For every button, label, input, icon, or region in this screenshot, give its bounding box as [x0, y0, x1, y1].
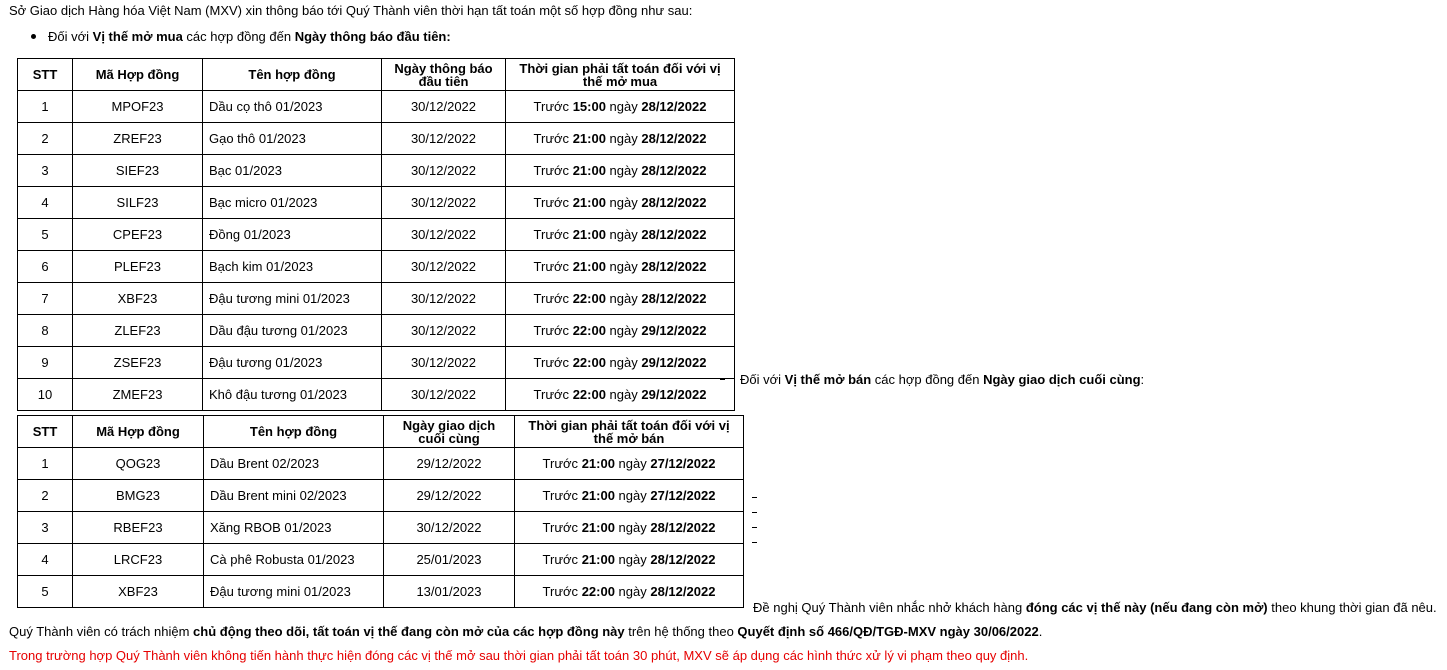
- reminder-bold: đóng các vị thế này (nếu đang còn mở): [1025, 600, 1268, 615]
- header-name: Tên hợp đồng: [204, 416, 384, 448]
- table-row: [18, 544, 744, 576]
- duty-mid: trên hệ thống theo: [624, 624, 738, 639]
- header-deadline: Thời gian phải tất toán đối với vị thế mở bán: [515, 416, 744, 448]
- sell-positions-table: [17, 415, 744, 608]
- dash-marker: [752, 512, 757, 513]
- table-row: [18, 91, 735, 123]
- cell-stt: 10: [18, 379, 73, 411]
- deadline-prefix: Trước: [542, 552, 582, 567]
- cell-deadline: [515, 576, 744, 608]
- cell-name: Đồng 01/2023: [203, 219, 382, 251]
- header-code: Mã Hợp đồng: [73, 416, 204, 448]
- table-header-row: [18, 416, 744, 448]
- reminder-text: [753, 600, 1437, 615]
- deadline-date: 28/12/2022: [641, 131, 707, 146]
- table-row: [18, 480, 744, 512]
- sell-heading-mid: các hợp đồng đến: [871, 372, 984, 387]
- deadline-mid: ngày: [605, 291, 642, 306]
- deadline-prefix: Trước: [542, 488, 582, 503]
- deadline-mid: ngày: [605, 131, 642, 146]
- cell-deadline: [506, 379, 735, 411]
- cell-stt: 7: [18, 283, 73, 315]
- cell-date: 25/01/2023: [384, 544, 515, 576]
- deadline-time: 21:00: [572, 227, 606, 242]
- cell-date: 30/12/2022: [382, 283, 506, 315]
- cell-code: ZLEF23: [73, 315, 203, 347]
- deadline-time: 15:00: [572, 99, 606, 114]
- deadline-prefix: Trước: [533, 131, 573, 146]
- cell-date: 30/12/2022: [382, 219, 506, 251]
- dash-marker: [752, 527, 757, 528]
- table-row: [18, 123, 735, 155]
- sell-table-body: [18, 448, 744, 608]
- cell-date: 30/12/2022: [382, 315, 506, 347]
- duty-bold-2: Quyết định số 466/QĐ/TGĐ-MXV ngày 30/06/2022: [737, 624, 1039, 639]
- deadline-date: 29/12/2022: [641, 355, 707, 370]
- table-row: [18, 283, 735, 315]
- cell-name: Khô đậu tương 01/2023: [203, 379, 382, 411]
- cell-code: LRCF23: [73, 544, 204, 576]
- cell-deadline: [506, 251, 735, 283]
- deadline-prefix: Trước: [533, 291, 573, 306]
- deadline-mid: ngày: [614, 552, 651, 567]
- cell-code: MPOF23: [73, 91, 203, 123]
- deadline-prefix: Trước: [533, 387, 573, 402]
- cell-name: Xăng RBOB 01/2023: [204, 512, 384, 544]
- deadline-date: 27/12/2022: [650, 456, 716, 471]
- buy-positions-table: [17, 58, 735, 411]
- cell-date: 30/12/2022: [382, 187, 506, 219]
- table-header-row: [18, 59, 735, 91]
- intro-text: Sở Giao dịch Hàng hóa Việt Nam (MXV) xin thông báo tới Quý Thành viên thời hạn tất toán một số hợp đồng như sau:: [9, 3, 693, 18]
- deadline-prefix: Trước: [533, 227, 573, 242]
- cell-code: QOG23: [73, 448, 204, 480]
- cell-name: Bạc micro 01/2023: [203, 187, 382, 219]
- cell-code: RBEF23: [73, 512, 204, 544]
- sell-heading-bold-1: Vị thế mở bán: [784, 372, 872, 387]
- cell-stt: 3: [18, 155, 73, 187]
- cell-code: ZSEF23: [73, 347, 203, 379]
- header-stt: STT: [18, 59, 73, 91]
- header-code: Mã Hợp đồng: [73, 59, 203, 91]
- cell-stt: 4: [18, 187, 73, 219]
- cell-stt: 8: [18, 315, 73, 347]
- buy-heading-bold-2: Ngày thông báo đầu tiên:: [294, 29, 451, 44]
- cell-date: 30/12/2022: [384, 512, 515, 544]
- header-stt: STT: [18, 416, 73, 448]
- deadline-mid: ngày: [605, 323, 642, 338]
- cell-stt: 2: [18, 123, 73, 155]
- header-date: Ngày giao dịch cuối cùng: [384, 416, 515, 448]
- cell-deadline: [506, 347, 735, 379]
- reminder-post: theo khung thời gian đã nêu.: [1267, 600, 1437, 615]
- table-row: [18, 155, 735, 187]
- cell-date: 29/12/2022: [384, 448, 515, 480]
- cell-deadline: [506, 91, 735, 123]
- deadline-time: 22:00: [572, 291, 606, 306]
- deadline-time: 21:00: [581, 488, 615, 503]
- deadline-mid: ngày: [605, 259, 642, 274]
- deadline-prefix: Trước: [533, 163, 573, 178]
- table-row: [18, 576, 744, 608]
- deadline-mid: ngày: [605, 99, 642, 114]
- cell-code: CPEF23: [73, 219, 203, 251]
- cell-name: Dầu Brent 02/2023: [204, 448, 384, 480]
- cell-code: ZREF23: [73, 123, 203, 155]
- duty-bold-1: chủ động theo dõi, tất toán vị thế đang còn mở của các hợp đồng này: [193, 624, 625, 639]
- deadline-time: 21:00: [581, 520, 615, 535]
- deadline-prefix: Trước: [542, 456, 582, 471]
- sell-heading-pre: Đối với: [740, 372, 785, 387]
- buy-heading: [31, 29, 451, 44]
- deadline-date: 27/12/2022: [650, 488, 716, 503]
- deadline-mid: ngày: [605, 163, 642, 178]
- deadline-time: 21:00: [572, 131, 606, 146]
- deadline-mid: ngày: [614, 584, 651, 599]
- cell-stt: 4: [18, 544, 73, 576]
- cell-code: SILF23: [73, 187, 203, 219]
- cell-date: 30/12/2022: [382, 123, 506, 155]
- cell-stt: 2: [18, 480, 73, 512]
- deadline-mid: ngày: [614, 488, 651, 503]
- cell-date: 30/12/2022: [382, 251, 506, 283]
- deadline-date: 28/12/2022: [650, 584, 716, 599]
- reminder-pre: Đề nghị Quý Thành viên nhắc nhở khách hàng: [753, 600, 1026, 615]
- deadline-date: 28/12/2022: [641, 195, 707, 210]
- cell-deadline: [506, 283, 735, 315]
- deadline-date: 28/12/2022: [650, 520, 716, 535]
- cell-name: Bạch kim 01/2023: [203, 251, 382, 283]
- dash-marker: [752, 497, 757, 498]
- deadline-time: 21:00: [572, 163, 606, 178]
- sell-heading-post: :: [1140, 372, 1145, 387]
- deadline-time: 21:00: [581, 456, 615, 471]
- cell-code: SIEF23: [73, 155, 203, 187]
- cell-deadline: [506, 219, 735, 251]
- deadline-date: 28/12/2022: [641, 227, 707, 242]
- deadline-mid: ngày: [605, 227, 642, 242]
- cell-code: XBF23: [73, 576, 204, 608]
- table-row: [18, 448, 744, 480]
- deadline-date: 29/12/2022: [641, 323, 707, 338]
- cell-stt: 9: [18, 347, 73, 379]
- cell-stt: 1: [18, 91, 73, 123]
- table-row: [18, 379, 735, 411]
- buy-heading-bold-1: Vị thế mở mua: [92, 29, 183, 44]
- deadline-time: 22:00: [572, 387, 606, 402]
- deadline-prefix: Trước: [533, 323, 573, 338]
- bullet-icon: [31, 34, 36, 39]
- buy-heading-mid: các hợp đồng đến: [182, 29, 295, 44]
- table-row: [18, 251, 735, 283]
- duty-text: [9, 624, 1042, 639]
- deadline-prefix: Trước: [533, 259, 573, 274]
- cell-code: ZMEF23: [73, 379, 203, 411]
- sell-heading: [740, 372, 1144, 387]
- deadline-time: 22:00: [581, 584, 615, 599]
- deadline-date: 28/12/2022: [641, 99, 707, 114]
- cell-code: PLEF23: [73, 251, 203, 283]
- cell-stt: 5: [18, 576, 73, 608]
- sell-heading-bold-2: Ngày giao dịch cuối cùng: [983, 372, 1141, 387]
- header-date: Ngày thông báo đầu tiên: [382, 59, 506, 91]
- cell-code: BMG23: [73, 480, 204, 512]
- buy-table-body: [18, 91, 735, 411]
- deadline-prefix: Trước: [533, 355, 573, 370]
- cell-code: XBF23: [73, 283, 203, 315]
- cell-name: Đậu tương mini 01/2023: [203, 283, 382, 315]
- dash-marker: [720, 379, 725, 380]
- cell-name: Gạo thô 01/2023: [203, 123, 382, 155]
- cell-name: Cà phê Robusta 01/2023: [204, 544, 384, 576]
- cell-deadline: [506, 123, 735, 155]
- cell-deadline: [515, 512, 744, 544]
- cell-name: Dầu đậu tương 01/2023: [203, 315, 382, 347]
- buy-heading-pre: Đối với: [48, 29, 93, 44]
- header-name: Tên hợp đồng: [203, 59, 382, 91]
- deadline-prefix: Trước: [542, 520, 582, 535]
- cell-deadline: [515, 544, 744, 576]
- cell-stt: 5: [18, 219, 73, 251]
- cell-deadline: [515, 448, 744, 480]
- table-row: [18, 187, 735, 219]
- table-row: [18, 219, 735, 251]
- cell-deadline: [506, 315, 735, 347]
- deadline-prefix: Trước: [533, 195, 573, 210]
- deadline-mid: ngày: [614, 456, 651, 471]
- deadline-date: 28/12/2022: [650, 552, 716, 567]
- cell-date: 30/12/2022: [382, 347, 506, 379]
- warning-text: Trong trường hợp Quý Thành viên không tiến hành thực hiện đóng các vị thế mở sau thời gian phải tất toán 30 phút, MXV sẽ áp dụng các hình thức xử lý vi phạm theo quy định.: [9, 648, 1029, 663]
- table-row: [18, 315, 735, 347]
- cell-name: Dầu cọ thô 01/2023: [203, 91, 382, 123]
- deadline-date: 28/12/2022: [641, 163, 707, 178]
- deadline-date: 28/12/2022: [641, 291, 707, 306]
- cell-name: Dầu Brent mini 02/2023: [204, 480, 384, 512]
- cell-deadline: [506, 187, 735, 219]
- deadline-mid: ngày: [605, 355, 642, 370]
- cell-deadline: [515, 480, 744, 512]
- cell-date: 30/12/2022: [382, 379, 506, 411]
- duty-post: .: [1038, 624, 1043, 639]
- dash-marker: [752, 542, 757, 543]
- header-deadline: Thời gian phải tất toán đối với vị thế mở mua: [506, 59, 735, 91]
- deadline-mid: ngày: [605, 387, 642, 402]
- deadline-time: 21:00: [572, 259, 606, 274]
- deadline-time: 22:00: [572, 355, 606, 370]
- duty-pre: Quý Thành viên có trách nhiệm: [9, 624, 194, 639]
- cell-name: Đậu tương mini 01/2023: [204, 576, 384, 608]
- cell-date: 29/12/2022: [384, 480, 515, 512]
- deadline-date: 28/12/2022: [641, 259, 707, 274]
- deadline-date: 29/12/2022: [641, 387, 707, 402]
- cell-name: Bạc 01/2023: [203, 155, 382, 187]
- deadline-time: 21:00: [581, 552, 615, 567]
- deadline-prefix: Trước: [533, 99, 573, 114]
- deadline-time: 21:00: [572, 195, 606, 210]
- cell-date: 13/01/2023: [384, 576, 515, 608]
- cell-stt: 3: [18, 512, 73, 544]
- table-row: [18, 347, 735, 379]
- cell-name: Đậu tương 01/2023: [203, 347, 382, 379]
- cell-deadline: [506, 155, 735, 187]
- deadline-mid: ngày: [605, 195, 642, 210]
- deadline-mid: ngày: [614, 520, 651, 535]
- cell-date: 30/12/2022: [382, 155, 506, 187]
- table-row: [18, 512, 744, 544]
- cell-stt: 1: [18, 448, 73, 480]
- deadline-time: 22:00: [572, 323, 606, 338]
- deadline-prefix: Trước: [542, 584, 582, 599]
- cell-date: 30/12/2022: [382, 91, 506, 123]
- cell-stt: 6: [18, 251, 73, 283]
